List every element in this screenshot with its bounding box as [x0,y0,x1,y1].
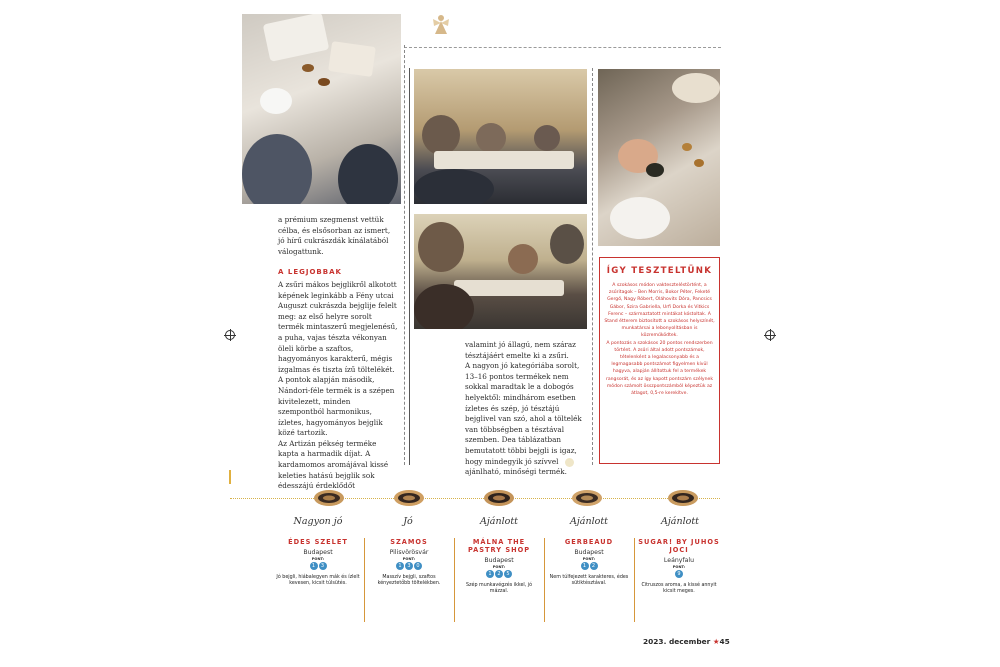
column-divider [592,68,593,465]
points-digit: 1 [396,562,404,570]
photo-jury-tasting-1 [414,69,587,204]
bejgli-slice-icon [570,486,604,508]
column-divider [404,45,405,465]
entry-name: ÉDES SZELET [288,538,348,546]
photo-tasting-table-notes [242,14,401,204]
entry-city: Pilisvörösvár [389,549,429,556]
testing-method-title: ÍGY TESZTELTÜNK [606,266,713,276]
points-digit: 1 [486,570,494,578]
entry-separator [544,538,545,622]
entry-points-label: PONT: [582,557,596,561]
article-body-1: A zsűri mákos bejglikről alkotott képének leginkább a Fény utcai Auguszt cukrászda bejglije felelt meg: az első helyre sorolt termék mintaszerű megjelenésű, a puha, vajas tészta vékonyan öleli körbe a szaftos, hagyományos karakterű, mégis izgalmas és tiszta ízű töltelékét. A pontok alapján második, Nándori-féle termék is a szépen kivitelezett, minden szempontból harmonikus, ízletes, hagyományos bejglik közé tartozik. Az Artizán pékség terméke kapta a harmadik díjat. A kardamomos aromájával kissé keleties hatású bejglik sok édesszájú érdeklődőt [278,279,398,491]
entry-sugar-juhos-joci [637,538,721,596]
rating-label: Ajánlott [661,516,699,527]
points-digit: 1 [581,562,589,570]
photo-hand-holding-bejgli [598,69,720,246]
points-digit: 1 [310,562,318,570]
entry-description: Nem túlfejezett karakteres, édes sütiktésztával. [549,575,629,587]
issue-date: 2023. december [643,637,711,646]
timeline-start-tick [229,470,231,484]
entry-edes-szelet [276,538,360,588]
points-digit: 5 [504,570,512,578]
page-number: 45 [719,637,730,646]
entry-description: Szép munkavégzés ikkel, jó mázzal. [465,583,533,595]
points-digit: 3 [319,562,327,570]
bejgli-slice-icon [482,486,516,508]
points-digit: 2 [590,562,598,570]
bejgli-slice-icon [312,486,346,508]
bejgli-slice-icon [392,486,426,508]
entry-malna [457,538,541,596]
entry-name: SUGAR! BY JUHOS JOCI [638,538,720,554]
bejgli-slice-icon [666,486,700,508]
rating-label: Jó [403,516,413,527]
article-intro: a prémium szegmenst vettük célba, és elsősorban az ismert, jó hírű cukrászdák kínálatából válogattunk. [278,215,391,256]
rating-label: Nagyon jó [293,516,343,527]
entry-points [367,562,451,570]
points-digit: 9 [675,570,683,578]
entry-city: Budapest [303,549,333,556]
rating-label: Ajánlott [480,516,518,527]
entry-name: GERBEAUD [564,538,614,546]
entry-points-label: PONT: [672,565,686,569]
article-end-mark [565,458,574,467]
article-column-1 [278,215,398,492]
section-heading: A LEGJOBBAK [278,268,342,277]
page-footer [643,637,730,646]
entry-points [547,562,631,570]
testing-method-box [599,257,720,464]
entry-description: Jó bejgli, hiábalegyen mák és ízlelt kevesen, kicsit túlsütés. [276,575,360,587]
photo-jury-tasting-2 [414,214,587,329]
entry-name: SZAMOS [390,538,428,546]
entry-description: Citruszos aroma, a kissé annyit kicsit meges. [641,583,717,595]
entry-points-label: PONT: [402,557,416,561]
entry-points-label: PONT: [311,557,325,561]
rating-label: Ajánlott [570,516,608,527]
entry-city: Leányfalu [663,557,695,564]
top-dashed-rule [404,47,721,48]
column-divider [409,68,410,465]
testing-method-body: A szokásos módon vakteszteléstörtént, a zsűritagok – Ben Morris, Bokor Péter, Feketé Gergő, Nagy Róbert, Oláhovits Dóra, Pancsics Gábor, Szira Gabriella, Urfi Dorka és Vitkics Ferenc – származtatott mintákat kóstoltak. A Stand étterem biztosított a szokásos helyszínét, munkatársai a lebonyolításban is közreműködtek. A pontozás a szokásos 20 pontos rendszerben történt. A zsűri által adott pontszámok, tételenként a legalacsonyabb és a legmagasabb pontszámot figyelmen kívül hagyva, alapján állítottuk fel a termékek rangsorát, és az így kapott pontszám szélynek módon számolt összpontszámból képeztük az átlagot, 0,5-re kerekítve. [604,283,715,397]
ranking-timeline [230,498,720,499]
entry-city: Budapest [484,557,514,564]
registration-mark-icon [225,330,235,340]
entry-separator [454,538,455,622]
entry-gerbeaud [547,538,631,588]
article-body-2: valamint jó állagú, nem száraz tésztájáért emelte ki a zsűri. A nagyon jó kategóriába sorolt, 13–16 pontos termékek nem sokkal maradtak le a dobogós helyektől: mindhárom esetben ízletes és szép, jó tésztájú bejglivel van szó, ahol a töltelék van többségben a tésztával szemben. Dea táblázatban bemutatott többi bejgli is igaz, hogy mindegyik jó szívvel ajánlható, minőségi termék. [465,340,582,477]
entry-points [637,570,721,578]
entry-points-label: PONT: [492,565,506,569]
footer-star-icon: ★ [712,637,720,646]
points-digit: 2 [495,570,503,578]
entry-points [457,570,541,578]
entry-separator [634,538,635,622]
entry-points [276,562,360,570]
angel-ornament-icon [432,14,450,36]
points-digit: 0 [414,562,422,570]
entry-description: Masszív bejgli, szaftos kényeztetőbb töltelékben. [377,575,441,587]
registration-mark-icon [765,330,775,340]
points-digit: 3 [405,562,413,570]
entry-separator [364,538,365,622]
entry-szamos [367,538,451,588]
article-column-2 [465,340,585,478]
entry-name: MÁLNA THE PASTRY SHOP [467,538,531,554]
entry-city: Budapest [574,549,604,556]
